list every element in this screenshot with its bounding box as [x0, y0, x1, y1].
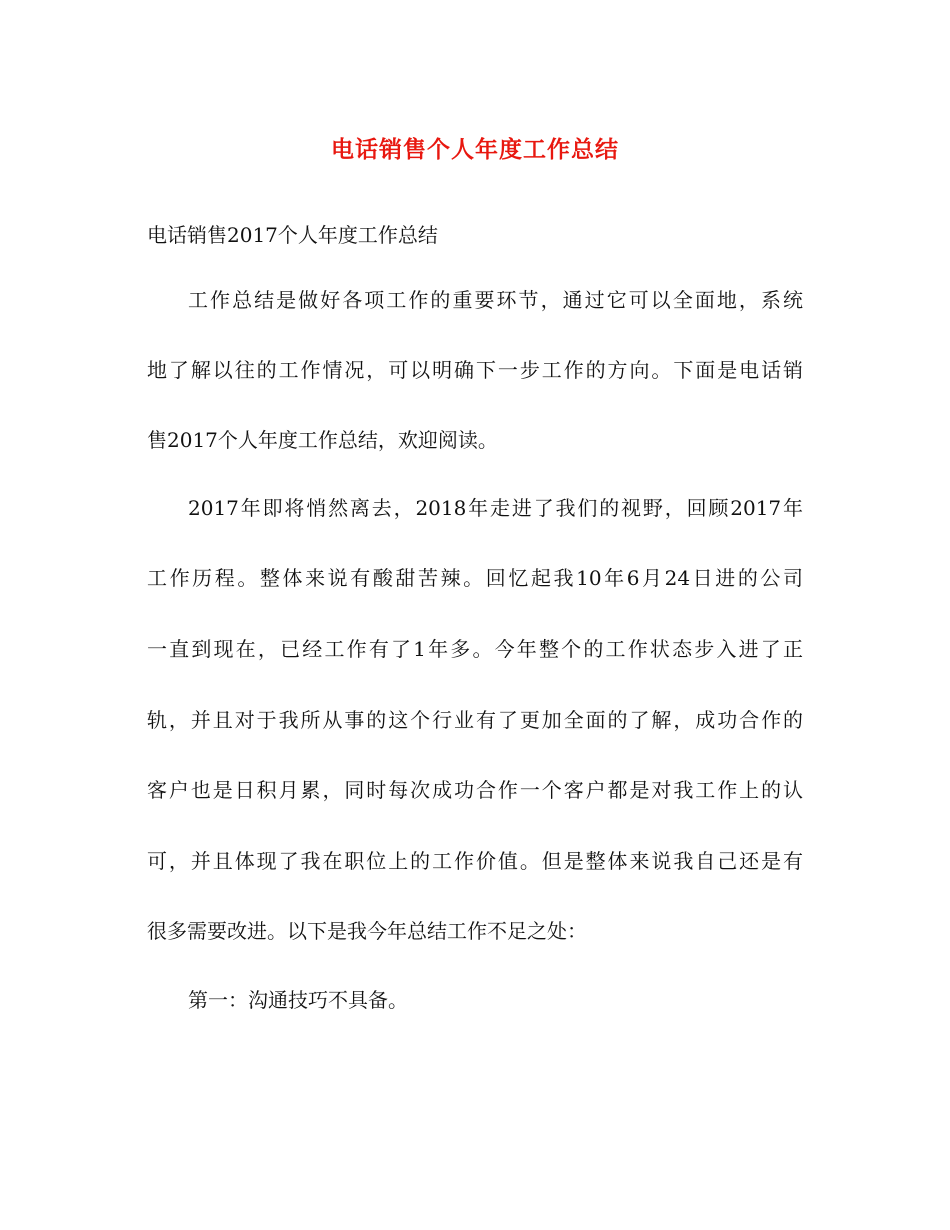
paragraph-1-line-2: 地了解以往的工作情况，可以明确下一步工作的方向。下面是电话销	[147, 358, 803, 382]
paragraph-2-line-4: 轨，并且对于我所从事的这个行业有了更加全面的了解，成功合作的	[147, 708, 803, 732]
paragraph-1-line-1: 工作总结是做好各项工作的重要环节，通过它可以全面地，系统	[188, 288, 803, 312]
paragraph-2-line-2: 工作历程。整体来说有酸甜苦辣。回忆起我10年6月24日进的公司	[147, 566, 803, 590]
document-title: 电话销售个人年度工作总结	[331, 136, 619, 163]
paragraph-2-line-3: 一直到现在，已经工作有了1年多。今年整个的工作状态步入进了正	[147, 637, 803, 661]
paragraph-2-line-6: 可，并且体现了我在职位上的工作价值。但是整体来说我自己还是有	[147, 849, 803, 873]
paragraph-2-line-7: 很多需要改进。以下是我今年总结工作不足之处：	[147, 919, 587, 943]
paragraph-2-line-1: 2017年即将悄然离去，2018年走进了我们的视野，回顾2017年	[188, 496, 803, 520]
document-subtitle: 电话销售2017个人年度工作总结	[147, 223, 438, 247]
paragraph-3-line-1: 第一：沟通技巧不具备。	[188, 988, 408, 1012]
paragraph-2-line-5: 客户也是日积月累，同时每次成功合作一个客户都是对我工作上的认	[147, 778, 803, 802]
paragraph-1-line-3: 售2017个人年度工作总结，欢迎阅读。	[147, 428, 498, 452]
